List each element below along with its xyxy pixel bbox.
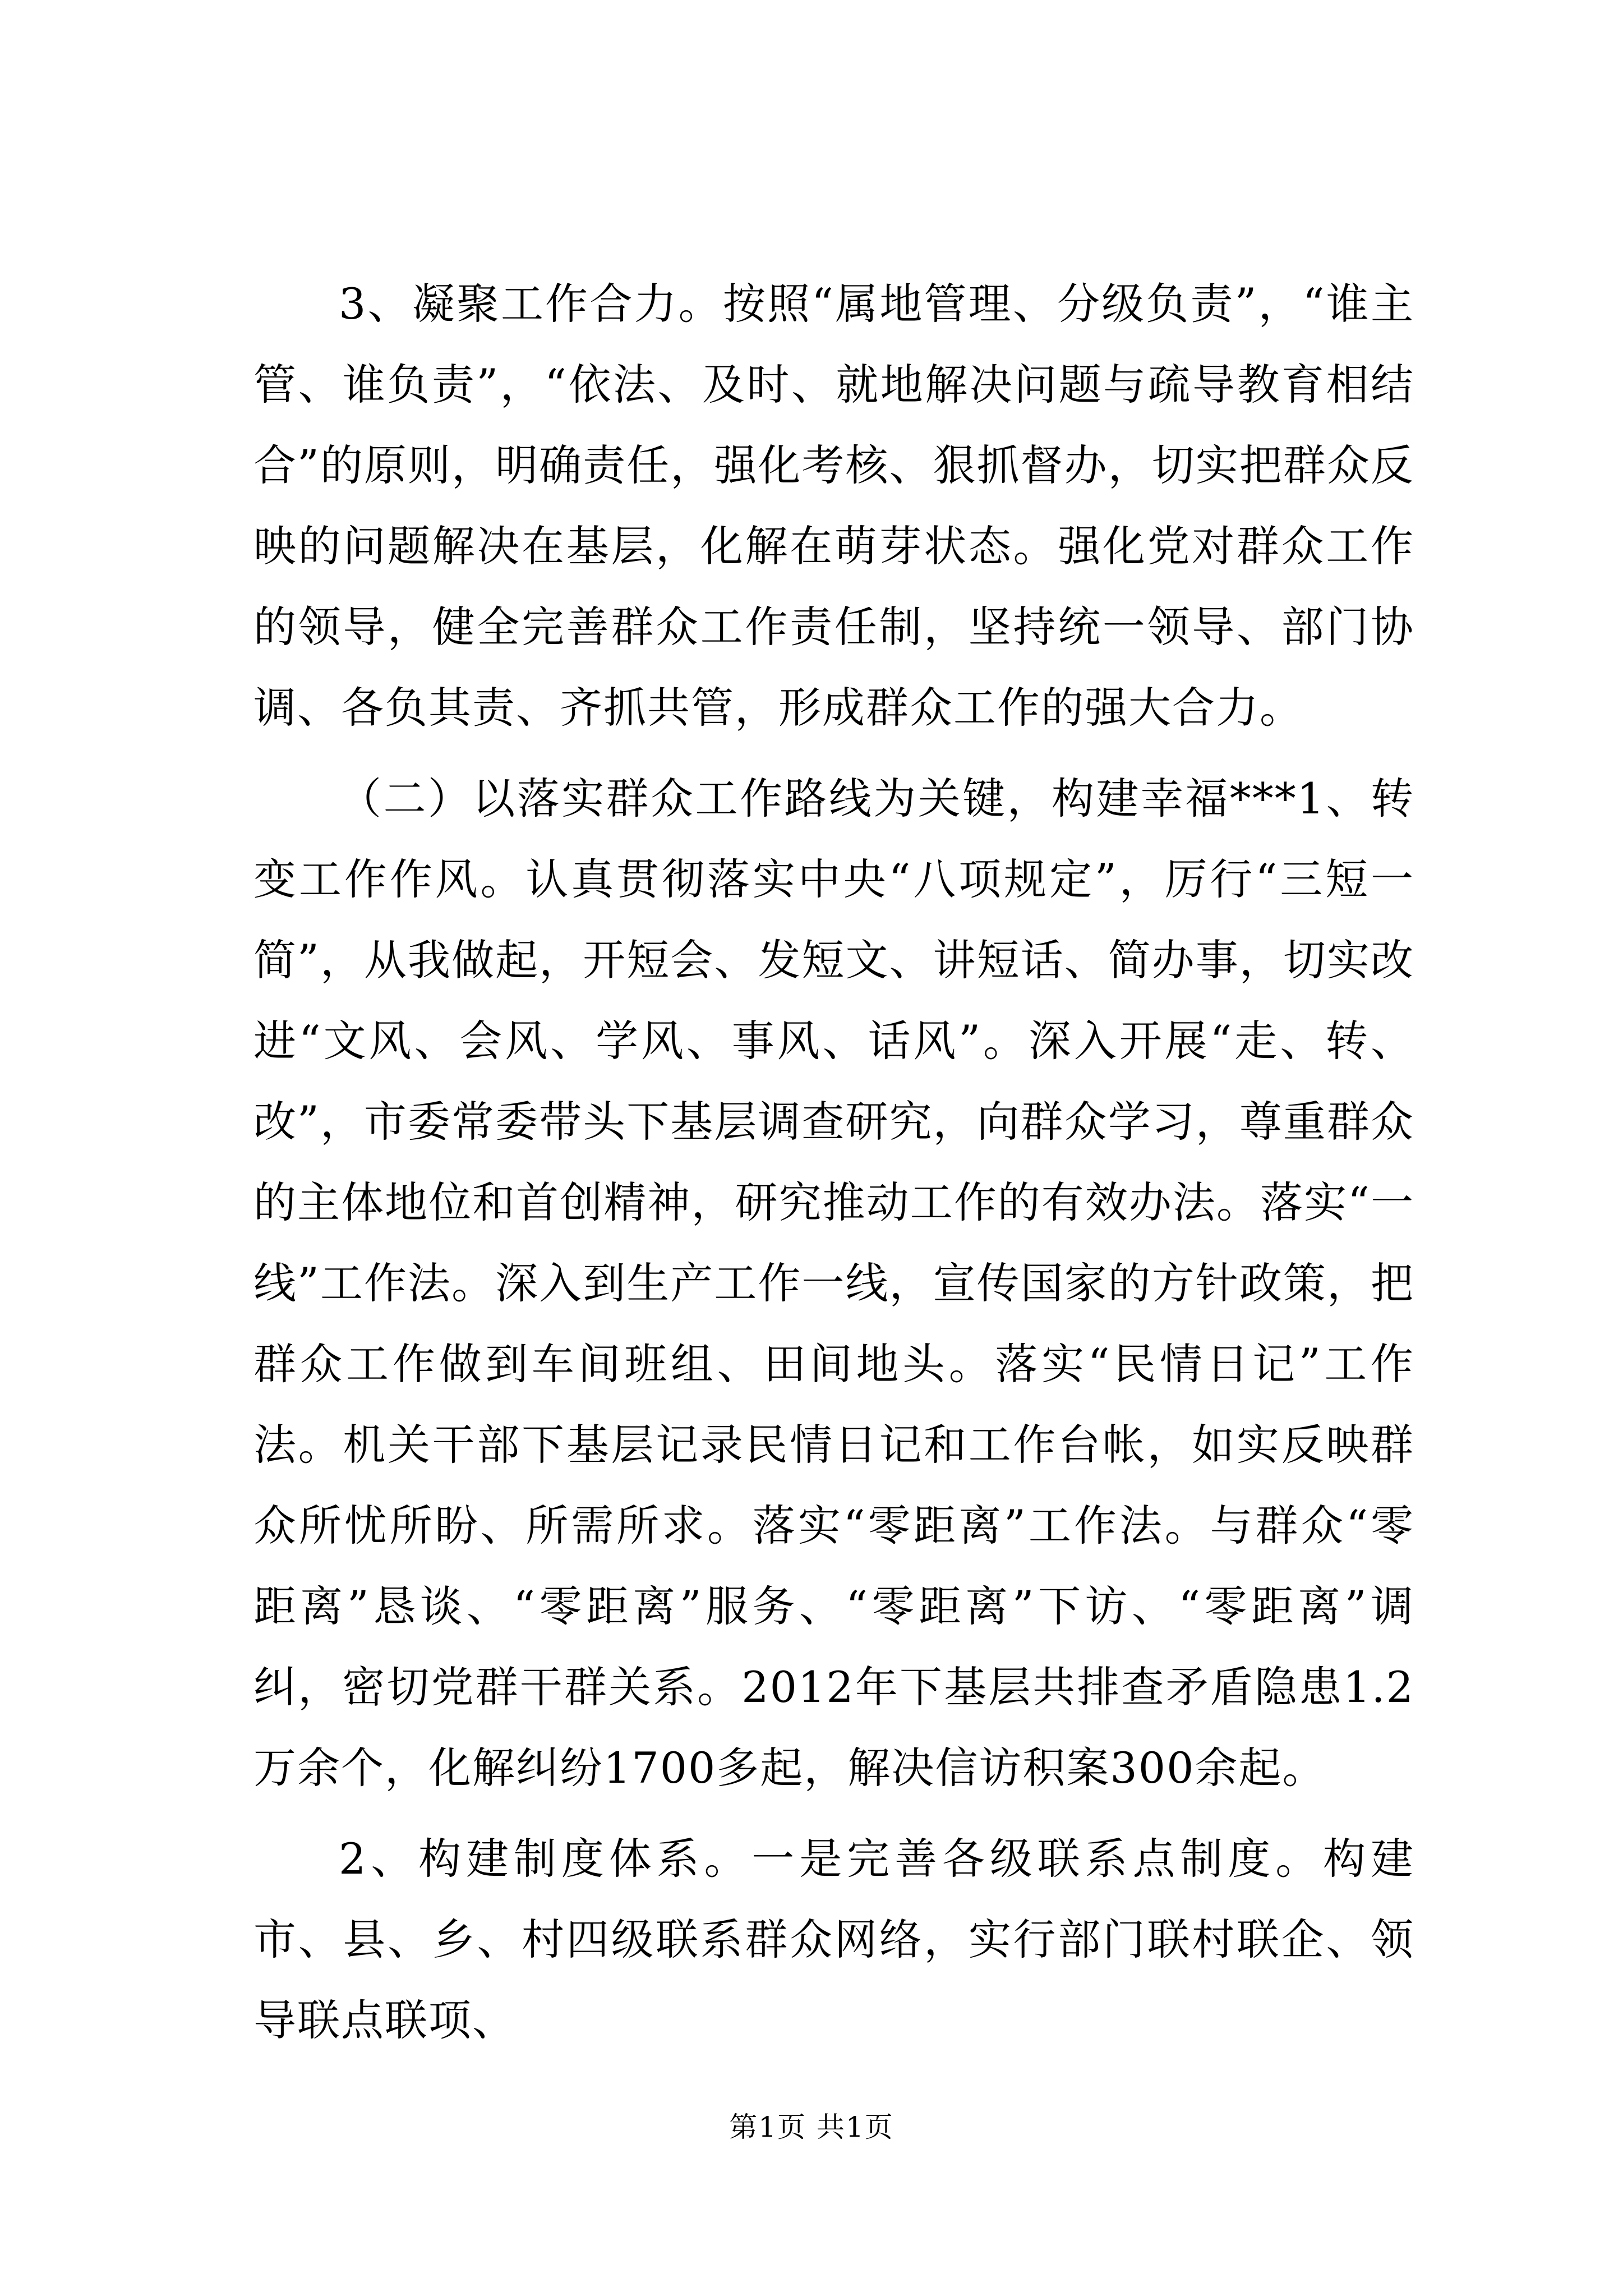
paragraph-3: 2、构建制度体系。一是完善各级联系点制度。构建市、县、乡、村四级联系群众网络，实行部门联村联企、领导联点联项、 (253, 1834, 1414, 2045)
page-footer: 第1页 共1页 (729, 2111, 894, 2143)
document-body (253, 264, 1414, 2061)
paragraph-2: （二）以落实群众工作路线为关键，构建幸福***1、转变工作作风。认真贯彻落实中央“八项规定”，厉行“三短一简”，从我做起，开短会、发短文、讲短话、简办事，切实改进“文风、会风、学风、事风、话风”。深入开展“走、转、改”，市委常委带头下基层调查研究，向群众学习，尊重群众的主体地位和首创精神，研究推动工作的有效办法。落实“一线”工作法。深入到生产工作一线，宣传国家的方针政策，把群众工作做到车间班组、田间地头。落实“民情日记”工作法。机关干部下基层记录民情日记和工作台帐，如实反映群众所忧所盼、所需所求。落实“零距离”工作法。与群众“零距离”恳谈、“零距离”服务、“零距离”下访、“零距离”调纠，密切党群干群关系。2012年下基层共排查矛盾隐患1.2万余个，化解纠纷1700多起，解决信访积案300余起。 (253, 774, 1414, 1793)
paragraph-1: 3、凝聚工作合力。按照“属地管理、分级负责”，“谁主管、谁负责”，“依法、及时、就地解决问题与疏导教育相结合”的原则，明确责任，强化考核、狠抓督办，切实把群众反映的问题解决在基层，化解在萌芽状态。强化党对群众工作的领导，健全完善群众工作责任制，坚持统一领导、部门协调、各负其责、齐抓共管，形成群众工作的强大合力。 (253, 279, 1414, 733)
